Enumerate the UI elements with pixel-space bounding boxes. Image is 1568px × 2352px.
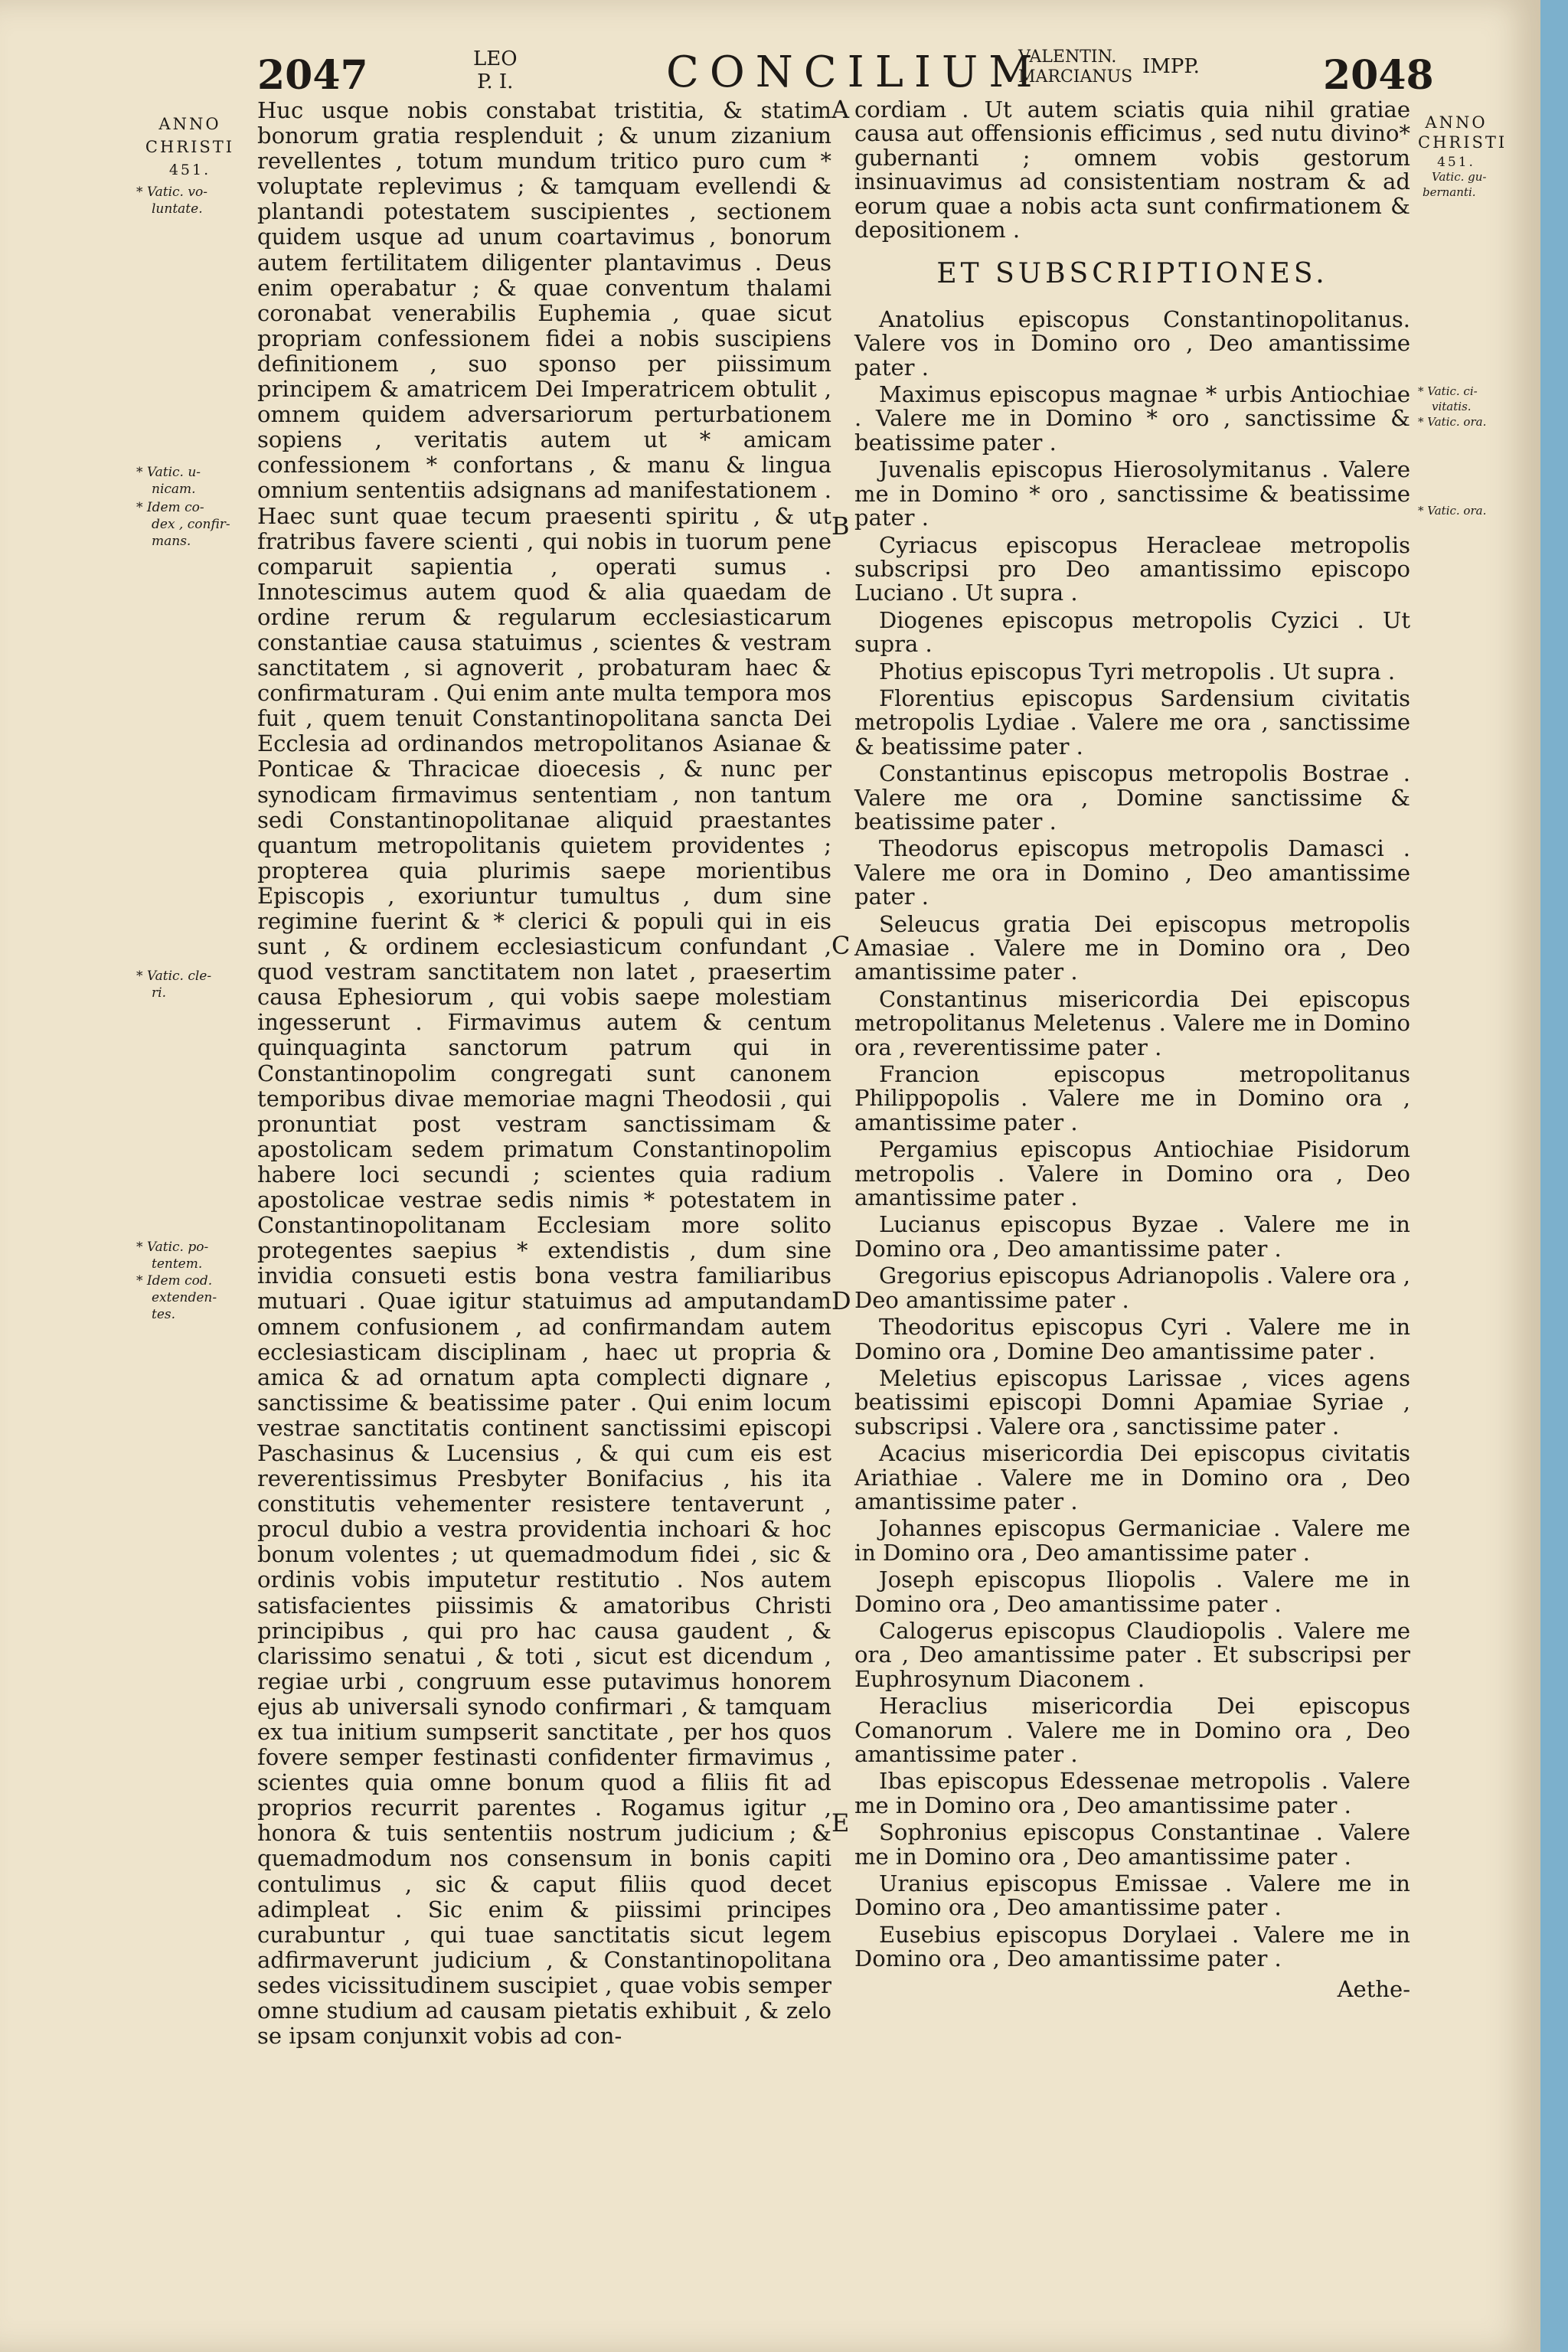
catchword: Aethe- — [1337, 1975, 1410, 2002]
subscription-item: Cyriacus episcopus Heracleae metropolis subscripsi pro Deo amantissimo episcopo Luciano . Ut supra . — [854, 531, 1410, 606]
section-letter-c: C — [831, 931, 851, 960]
subscription-item: Meletius episcopus Larissae , vices agens beatissimi episcopi Domni Apamiae Syriae , subscripsi . Valere ora , sanctissime pater . — [854, 1364, 1410, 1439]
subscription-item: Seleucus gratia Dei episcopus metropolis Amasiae . Valere me in Domino ora , Deo amantissime pater . — [854, 910, 1410, 985]
anno-label: ANNO — [158, 115, 221, 133]
letter-text: Huc usque nobis constabat tristitia, & statim bonorum gratia resplenduit ; & unum zizanium revellentes , totum mundum tritico puro cum * voluptate replevimus ; & tamquam evellendi & plantandi potestatem suscipientes , sectionem quidem usque ad unum coartavimus , bonorum autem fertilitatem diligenter plantavimus . Deus enim operabatur ; & quae conventum thalami coronabat venerabilis Euphemia , quae sicut propriam confessionem fidei a nobis suscipiens definitionem , suo sponso per piissimum principem & amatricem Dei Imperatricem obtulit , omnem quidem adversariorum perturbationem sopiens , veritatis autem ut * amicam confessionem * confortans , & manu & lingua omnium sententiis adsignans ad manifestationem . Haec sunt quae tecum praesenti spiritu , & ut fratribus favere scienti , qui nobis in tuorum pene comparuit sapientia , operati sumus . Innotescimus autem quod & alia quaedam de ordine rerum & regularum ecclesiasticarum constantiae causa statuimus , scientes & vestram sanctitatem , si agnoverit , probaturam haec & confirmaturam . Qui enim ante multa tempora mos fuit , quem tenuit Constantinopolitana sancta Dei Ecclesia ad ordinandos metropolitanos Asianae & Ponticae & Thracicae dioecesis , & nunc per synodicam firmavimus sententiam , non tantum sedi Constantinopolitanae aliquid praestantes quantum metropolitanis quietem providentes ; propterea quia plurimis saepe morientibus Episcopis , exoriuntur tumultus , dum sine regimine fuerint & * clerici & populi qui in eis sunt , & ordinem ecclesiasticum confundant , quod vestram sanctitatem non latet , praesertim causa Ephesiorum , qui vobis saepe molestiam ingesserunt . Firmavimus autem & centum quinquaginta sanctorum patrum qui in Constantinopolim congregati sunt canonem temporibus divae memoriae magni Theodosii , qui pronuntiat post vestram sanctissimam & apostolicam sedem primatum Constantinopolim habere loci secundi ; scientes quia radium apostolicae vestrae sedis nimis * potestatem in Constantinopolitanam Ecclesiam more solito protegentes saepius * extendistis , dum sine invidia consueti estis bona vestra familiaribus mutuari . Quae igitur statuimus ad amputandam omnem confusionem , ad confirmandam autem ecclesiasticam disciplinam , haec ut propria & amica & ad ornatum apta complecti dignare , sanctissime & beatissime pater . Qui enim locum vestrae sanctitatis continent sanctissimi episcopi Paschasinus & Lucensius , & qui cum eis est reverentissimus Presbyter Bonifacius , his ita constitutis vehementer resistere tentaverunt , procul dubio a vestra providentia inchoari & hoc bonum volentes ; ut quemadmodum fidei , sic & ordinis vobis imputetur restitutio . Nos autem satisfacientes piissimis & amatoribus Christi principibus , qui pro hac causa gaudent , & clarissimo senatui , & toti , sicut est dicendum , regiae urbi , congruum esse putavimus honorem ejus ab universali synodo confirmari , & tamquam ex tua initium sumpserit sanctitate , per hos quos fovere semper festinasti confidenter firmavimus , scientes quia omne bonum quod a filiis fit ad proprios recurrit parentes . Rogamus igitur , honora & tuis sententiis nostrum judicium ; & quemadmodum nos consensum in bonis capiti contulimus , sic & caput filiis quod decet adimpleat . Sic enim & piissimi principes curabuntur , qui tuae sanctitatis sicut legem adfirmaverunt judicium , & Constantinopolitana sedes vicissitudinem suscipiet , quae vobis semper omne studium ad causam pietatis exhibuit , & zelo se ipsam conjunxit vobis ad con- — [257, 97, 831, 2050]
christi-label: CHRISTI — [145, 138, 235, 156]
margin-note: tentem. — [152, 1256, 203, 1272]
margin-note: nicam. — [152, 482, 196, 497]
subscription-item: Uranius episcopus Emissae . Valere me in Domino ora , Deo amantissime pater . — [854, 1870, 1410, 1921]
section-letter-a: A — [831, 95, 850, 124]
page-number-right: 2048 — [1323, 52, 1434, 99]
subscription-item: Sophronius episcopus Constantinae . Valere me in Domino ora , Deo amantissime pater . — [854, 1819, 1410, 1870]
margin-note: vitatis. — [1432, 400, 1472, 413]
margin-note: * Vatic. ci- — [1418, 384, 1478, 398]
header-pope — [473, 47, 518, 93]
left-column — [257, 98, 831, 2049]
section-letter-e: E — [831, 1808, 850, 1838]
margin-note: Vatic. gu- — [1432, 170, 1487, 184]
margin-note: * Vatic. ora. — [1418, 415, 1487, 429]
margin-note: * Idem cod. — [136, 1273, 213, 1289]
subscription-item: Eusebius episcopus Dorylaei . Valere me in Domino ora , Deo amantissime pater . — [854, 1921, 1410, 1972]
anno-label: ANNO — [1425, 113, 1488, 132]
header-emperors — [1018, 47, 1132, 87]
section-letter-b: B — [831, 511, 850, 541]
section-letter-d: D — [831, 1286, 851, 1315]
margin-note: tes. — [152, 1307, 176, 1322]
section-title: ET SUBSCRIPTIONES. — [936, 258, 1328, 290]
margin-note: * Vatic. ora. — [1418, 504, 1487, 518]
page-number-left: 2047 — [257, 52, 368, 99]
year-label: 451. — [1437, 155, 1475, 170]
subscription-item: Lucianus episcopus Byzae . Valere me in Domino ora , Deo amantissime pater . — [854, 1211, 1410, 1262]
margin-note: * Vatic. po- — [136, 1240, 209, 1255]
subscription-item: Heraclius misericordia Dei episcopus Comanorum . Valere me in Domino ora , Deo amantissime pater . — [854, 1693, 1410, 1767]
subscription-item: Photius episcopus Tyri metropolis . Ut supra . — [879, 658, 1396, 684]
margin-note: ri. — [152, 985, 166, 1001]
margin-note: luntate. — [152, 201, 203, 217]
year-label: 451. — [168, 162, 211, 178]
margin-note: extenden- — [152, 1290, 217, 1305]
subscription-item: Juvenalis episcopus Hierosolymitanus . Valere me in Domino * oro , sanctissime & beatissime pater . — [854, 456, 1410, 531]
header-impp: IMPP. — [1142, 55, 1200, 78]
margin-note: dex , confir- — [152, 517, 230, 532]
subscription-item: Constantinus episcopus metropolis Bostrae . Valere me ora , Domine sanctissime & beatissime pater . — [854, 760, 1410, 835]
subscription-item: Florentius episcopus Sardensium civitatis metropolis Lydiae . Valere me ora , sanctissime & beatissime pater . — [854, 684, 1410, 760]
subscription-item: Diogenes episcopus metropolis Cyzici . Ut supra . — [854, 606, 1410, 658]
subscription-item: Pergamius episcopus Antiochiae Pisidorum metropolis . Valere in Domino ora , Deo amantissime pater . — [854, 1136, 1410, 1211]
margin-note: * Vatic. cle- — [136, 969, 212, 984]
subscription-item: Gregorius episcopus Adrianopolis . Valere ora , Deo amantissime pater . — [854, 1263, 1410, 1313]
header-emperor-1: VALENTIN. — [1018, 47, 1117, 67]
right-column — [854, 98, 1410, 2001]
header-emperor-2: MARCIANUS — [1018, 67, 1133, 87]
subscription-item: Anatolius episcopus Constantinopolitanus. Valere vos in Domino oro , Deo amantissime pater . — [854, 305, 1410, 381]
margin-note: * Vatic. vo- — [136, 185, 207, 200]
letter-conclusion: cordiam . Ut autem sciatis quia nihil gratiae causa aut offensionis efficimus , sed nutu divino* gubernanti ; omnem vobis gestorum insinuavimus ad consistentiam nostram & ad eorum quae a nobis acta sunt confirmationem & depositionem . — [854, 96, 1410, 243]
subscription-item: Joseph episcopus Iliopolis . Valere me in Domino ora , Deo amantissime pater . — [854, 1566, 1410, 1617]
margin-note: bernanti. — [1423, 185, 1476, 199]
subscription-item: Theodorus episcopus metropolis Damasci . Valere me ora in Domino , Deo amantissime pater . — [854, 835, 1410, 910]
margin-note: * Vatic. u- — [136, 465, 201, 480]
margin-note: * Idem co- — [136, 500, 204, 515]
margin-note: mans. — [152, 534, 191, 549]
subscription-item: Acacius misericordia Dei episcopus civitatis Ariathiae . Valere me in Domino ora , Deo amantissime pater . — [854, 1440, 1410, 1514]
header-pope-ordinal: P. I. — [477, 70, 514, 93]
subscription-item: Calogerus episcopus Claudiopolis . Valere me ora , Deo amantissime pater . Et subscripsi per Euphrosynum Diaconem . — [854, 1617, 1410, 1692]
subscription-item: Johannes episcopus Germaniciae . Valere me in Domino ora , Deo amantissime pater . — [854, 1515, 1410, 1566]
subscription-item: Theodoritus episcopus Cyri . Valere me in Domino ora , Domine Deo amantissime pater . — [854, 1314, 1410, 1364]
subscription-item: Ibas episcopus Edessenae metropolis . Valere me in Domino ora , Deo amantissime pater . — [854, 1768, 1410, 1818]
subscription-list — [854, 305, 1410, 1972]
christi-label: CHRISTI — [1418, 133, 1508, 152]
running-header — [0, 44, 1540, 98]
subscription-item: Constantinus misericordia Dei episcopus metropolitanus Meletenus . Valere me in Domino ora , reverentissime pater . — [854, 985, 1410, 1060]
header-title: CONCILIUM — [666, 47, 1044, 97]
subscription-item: Maximus episcopus magnae * urbis Antiochiae . Valere me in Domino * oro , sanctissime & beatissime pater . — [854, 381, 1410, 456]
header-pope-name: LEO — [473, 47, 518, 70]
subscription-item: Francion episcopus metropolitanus Philippopolis . Valere me in Domino ora , amantissime pater . — [854, 1061, 1410, 1135]
